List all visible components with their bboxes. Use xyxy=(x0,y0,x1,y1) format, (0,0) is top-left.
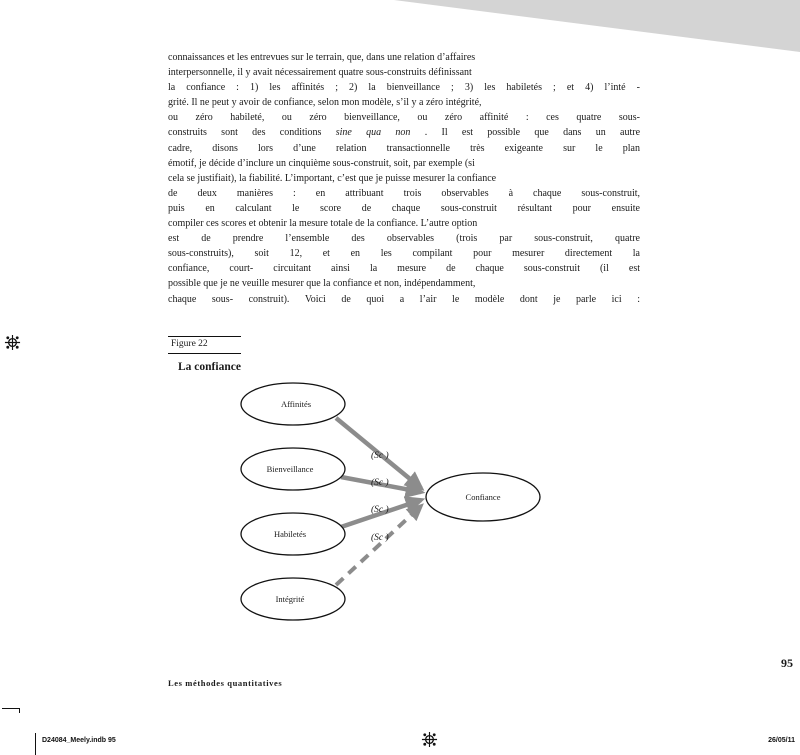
paragraph-line: la confiance : 1) les affinités ; 2) la bienveillance ; 3) les habiletés ; et 4) l’inté - xyxy=(168,82,640,94)
paragraph-line: compiler ces scores et obtenir la mesure totale de la confiance. L’autre option xyxy=(168,218,478,230)
node-label-confiance: Confiance xyxy=(465,492,501,502)
crop-mark xyxy=(2,708,20,709)
paragraph-line: cadre, disons lors d’une relation transactionnelle très exigeante sur le plan xyxy=(168,142,640,154)
imprint-date: 26/05/11 xyxy=(768,737,795,744)
paragraph-line: chaque sous- construit). Voici de quoi a l’air le modèle dont je parle ici : xyxy=(168,293,640,305)
paragraph-line: sous-construits), soit 12, et en les compilant pour mesurer directement la xyxy=(168,248,640,260)
node-label-habiletes: Habiletés xyxy=(273,529,307,539)
edge-label-sc-4: (Sc ) xyxy=(371,533,389,543)
edge-label-sc-2: (Sc ) xyxy=(371,478,389,488)
figure-label: Figure 22 xyxy=(168,336,241,354)
edge-label-sc-3: (Sc ) xyxy=(371,505,389,515)
registration-mark-icon xyxy=(421,731,438,748)
wedge-shape xyxy=(394,0,800,52)
arrow-integrite-confiance xyxy=(336,506,421,585)
figure-title: La confiance xyxy=(178,361,241,373)
crop-mark xyxy=(35,733,36,755)
edge-label-sc-1: (Sc ) xyxy=(371,451,389,461)
node-label-bienveillance: Bienveillance xyxy=(266,464,314,474)
imprint-filename: D24084_Meely.indb 95 xyxy=(42,737,116,744)
node-label-affinites: Affinités xyxy=(280,399,312,409)
page-number: 95 xyxy=(781,656,793,670)
registration-mark-icon xyxy=(4,334,21,351)
paragraph-line: construits sont des conditions sine qua non . Il est possible que dans un autre xyxy=(168,127,641,139)
paragraph-line: interpersonnelle, il y avait nécessairement quatre sous-construits définissant xyxy=(168,67,472,79)
paragraph-line: de deux manières : en attribuant trois observables à chaque sous-construit, xyxy=(168,187,640,199)
paragraph-line: possible que je ne veuille mesurer que la confiance et non, indépendamment, xyxy=(168,278,476,290)
paragraph-line: émotif, je décide d’inclure un cinquième sous-construit, soit, par exemple (si xyxy=(168,157,475,169)
paragraph-line: connaissances et les entrevues sur le terrain, que, dans une relation d’affaires xyxy=(168,52,476,63)
paragraph-line: cela se justifiait), la fiabilité. L’important, c’est que je puisse mesurer la confiance xyxy=(168,172,497,184)
running-footer: Les méthodes quantitatives xyxy=(168,678,283,688)
page-curl-wedge xyxy=(0,0,800,56)
body-text xyxy=(168,50,640,307)
node-label-integrite: Intégrité xyxy=(275,594,305,604)
paragraph-line: puis en calculant le score de chaque sous-construit résultant pour ensuite xyxy=(168,202,640,214)
paragraph-line: ou zéro habileté, ou zéro bienveillance, ou zéro affinité : ces quatre sous- xyxy=(168,112,640,124)
crop-mark xyxy=(19,708,20,713)
confidence-model-diagram xyxy=(200,380,550,628)
paragraph-line: grité. Il ne peut y avoir de confiance, selon mon modèle, s’il y a zéro intégrité, xyxy=(168,97,482,109)
paragraph-line: est de prendre l’ensemble des observables (trois par sous-construit, quatre xyxy=(168,233,640,245)
paragraph-line: confiance, court- circuitant ainsi la mesure de chaque sous-construit (il est xyxy=(168,263,640,275)
